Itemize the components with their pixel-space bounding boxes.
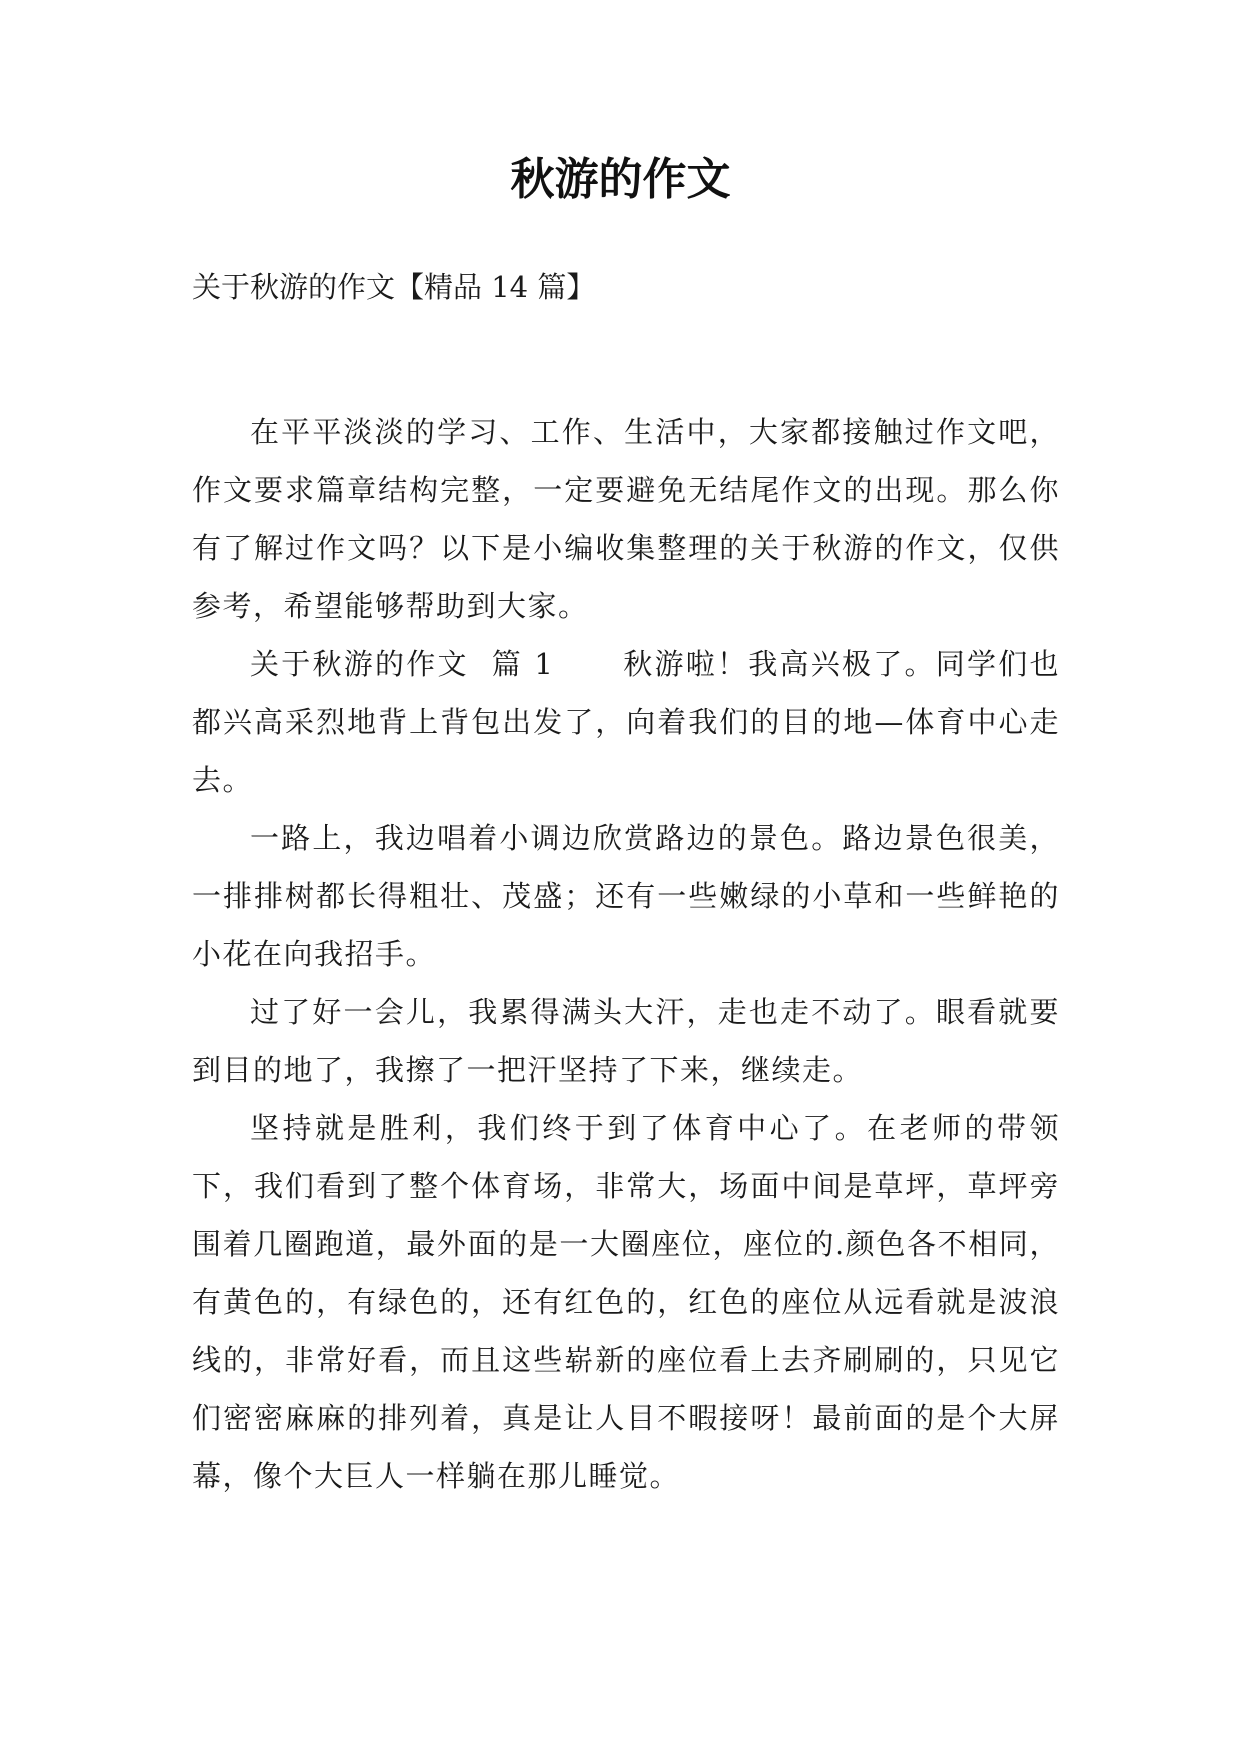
paragraph-intro: 在平平淡淡的学习、工作、生活中，大家都接触过作文吧，作文要求篇章结构完整，一定要避免无结尾作文的出现。那么你有了解过作文吗？以下是小编收集整理的关于秋游的作文，仅供参考，希望能够帮助到大家。 (192, 415, 1060, 623)
document-body (192, 403, 1060, 1505)
paragraph-chapter-1-opening: 关于秋游的作文 篇 1 秋游啦！我高兴极了。同学们也都兴高采烈地背上背包出发了，向着我们的目的地—体育中心走去。 (192, 647, 1060, 797)
paragraph-tired: 过了好一会儿，我累得满头大汗，走也走不动了。眼看就要到目的地了，我擦了一把汗坚持了下来，继续走。 (192, 995, 1060, 1087)
document-subtitle: 关于秋游的作文【精品 14 篇】 (192, 270, 596, 304)
paragraph-on-the-road: 一路上，我边唱着小调边欣赏路边的景色。路边景色很美，一排排树都长得粗壮、茂盛；还有一些嫩绿的小草和一些鲜艳的小花在向我招手。 (192, 821, 1060, 971)
document-title: 秋游的作文 (510, 154, 731, 205)
paragraph-stadium: 坚持就是胜利，我们终于到了体育中心了。在老师的带领下，我们看到了整个体育场，非常大，场面中间是草坪，草坪旁围着几圈跑道，最外面的是一大圈座位，座位的.颜色各不相同，有黄色的，有绿色的，还有红色的，红色的座位从远看就是波浪线的，非常好看，而且这些崭新的座位看上去齐刷刷的，只见它们密密麻麻的排列着，真是让人目不暇接呀！最前面的是个大屏幕，像个大巨人一样躺在那儿睡觉。 (192, 1111, 1060, 1493)
